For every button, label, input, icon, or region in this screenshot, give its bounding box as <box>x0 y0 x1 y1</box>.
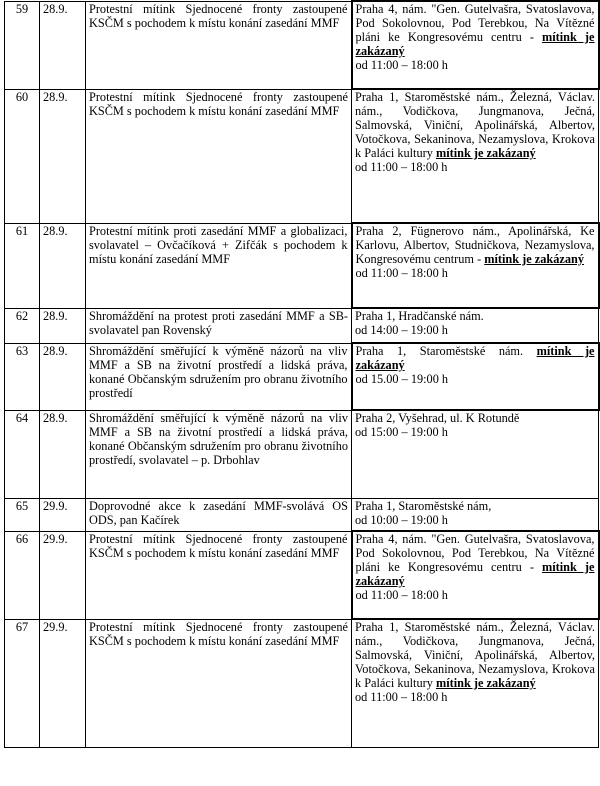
row-description: Protestní mítink Sjednocené fronty zastoupené KSČM s pochodem k místu konání zasedání MMF <box>86 1 352 89</box>
prohibition-note: mítink je zakázaný <box>355 344 595 372</box>
time-range: od 11:00 – 18:00 h <box>355 58 448 72</box>
row-number: 62 <box>5 308 40 343</box>
row-description: Shromáždění směřující k výměně názorů na vliv MMF a SB na životní prostředí a lidská práva, konané Občanským sdružením pro obranu životního prostředí <box>86 343 352 410</box>
time-range: od 11:00 – 18:00 h <box>355 588 448 602</box>
row-number: 63 <box>5 343 40 410</box>
row-description: Protestní mítink Sjednocené fronty zastoupené KSČM s pochodem k místu konání zasedání MMF <box>86 89 352 223</box>
table-row <box>5 1 599 89</box>
location-text: Praha 1, Hradčanské nám. <box>355 309 484 323</box>
events-table <box>4 0 600 748</box>
row-date: 28.9. <box>40 308 86 343</box>
table-row <box>5 89 599 223</box>
row-location <box>352 223 599 308</box>
table-row <box>5 410 599 498</box>
row-date: 29.9. <box>40 619 86 747</box>
row-description: Doprovodné akce k zasedání MMF-svolává OS ODS, pan Kačírek <box>86 498 352 531</box>
row-date: 29.9. <box>40 531 86 619</box>
row-location <box>352 498 599 531</box>
location-text: Praha 1, Staroměstské nám., Železná, Václav. nám., Vodičkova, Jungmanova, Ječná, Salmovská, Viniční, Apolinářská, Albertov, Votočkova, Sekaninova, Nezamyslova, Krokova k Paláci kultury <box>355 620 595 690</box>
row-number: 64 <box>5 410 40 498</box>
time-range: od 14:00 – 19:00 h <box>355 323 448 337</box>
row-number: 66 <box>5 531 40 619</box>
table-row <box>5 308 599 343</box>
row-number: 65 <box>5 498 40 531</box>
row-date: 28.9. <box>40 223 86 308</box>
location-text: Praha 2, Fügnerovo nám., Apolinářská, Ke Karlovu, Albertov, Studničkova, Nezamyslova, Kongresovému centrum - <box>355 224 595 266</box>
location-text: Praha 2, Vyšehrad, ul. K Rotundě <box>355 411 520 425</box>
row-location <box>352 619 599 747</box>
row-date: 29.9. <box>40 498 86 531</box>
time-range: od 11:00 – 18:00 h <box>355 690 448 704</box>
row-number: 60 <box>5 89 40 223</box>
row-date: 28.9. <box>40 343 86 410</box>
time-range: od 11:00 – 18:00 h <box>355 266 448 280</box>
location-text: Praha 1, Staroměstské nám. <box>355 344 524 358</box>
location-text: Praha 4, nám. "Gen. Gutelvašra, Svatoslavova, Pod Sokolovnou, Pod Terebkou, Na Vítězné pláni ke Kongresovému centru - <box>355 2 595 44</box>
events-table-body <box>5 1 599 747</box>
location-text: Praha 1, Staroměstské nám, <box>355 498 492 513</box>
row-description: Shromáždění na protest proti zasedání MMF a SB-svolavatel pan Rovenský <box>86 308 352 343</box>
table-row <box>5 531 599 619</box>
row-description: Protestní mítink Sjednocené fronty zastoupené KSČM s pochodem k místu konání zasedání MMF <box>86 619 352 747</box>
row-location <box>352 89 599 223</box>
table-row <box>5 498 599 531</box>
row-location <box>352 531 599 619</box>
time-range: od 15.00 – 19:00 h <box>355 372 449 386</box>
time-range: od 11:00 – 18:00 h <box>355 160 448 174</box>
time-range: od 15:00 – 19:00 h <box>355 425 448 439</box>
row-description: Protestní mítink proti zasedání MMF a globalizaci, svolavatel – Ovčačíková + Zifčák s pochodem k místu konání zasedání MMF <box>86 223 352 308</box>
prohibition-note: mítink je zakázaný <box>484 252 584 266</box>
row-date: 28.9. <box>40 89 86 223</box>
row-number: 67 <box>5 619 40 747</box>
row-location <box>352 410 599 498</box>
row-location <box>352 1 599 89</box>
prohibition-note: mítink je zakázaný <box>355 560 595 588</box>
table-row <box>5 619 599 747</box>
location-text: Praha 1, Staroměstské nám., Železná, Václav. nám., Vodičkova, Jungmanova, Ječná, Salmovská, Viniční, Apolinářská, Albertov, Votočkova, Sekaninova, Nezamyslova, Krokova k Paláci kultury <box>355 90 595 160</box>
row-number: 59 <box>5 1 40 89</box>
prohibition-note: mítink je zakázaný <box>355 30 595 58</box>
row-date: 28.9. <box>40 1 86 89</box>
time-range: od 10:00 – 19:00 h <box>355 512 448 527</box>
row-number: 61 <box>5 223 40 308</box>
table-row <box>5 223 599 308</box>
location-text: Praha 4, nám. "Gen. Gutelvašra, Svatoslavova, Pod Sokolovnou, Pod Terebkou, Na Vítězné pláni ke Kongresovému centru - <box>355 532 595 574</box>
row-description: Shromáždění směřující k výměně názorů na vliv MMF a SB na životní prostředí a lidská práva, konané Občanským sdružením pro obranu životního prostředí, svolavatel – p. Drbohlav <box>86 410 352 498</box>
prohibition-note: mítink je zakázaný <box>435 146 536 160</box>
row-location <box>352 308 599 343</box>
row-date: 28.9. <box>40 410 86 498</box>
prohibition-note: mítink je zakázaný <box>435 676 536 690</box>
row-description: Protestní mítink Sjednocené fronty zastoupené KSČM s pochodem k místu konání zasedání MMF <box>86 531 352 619</box>
row-location <box>352 343 599 410</box>
table-row <box>5 343 599 410</box>
